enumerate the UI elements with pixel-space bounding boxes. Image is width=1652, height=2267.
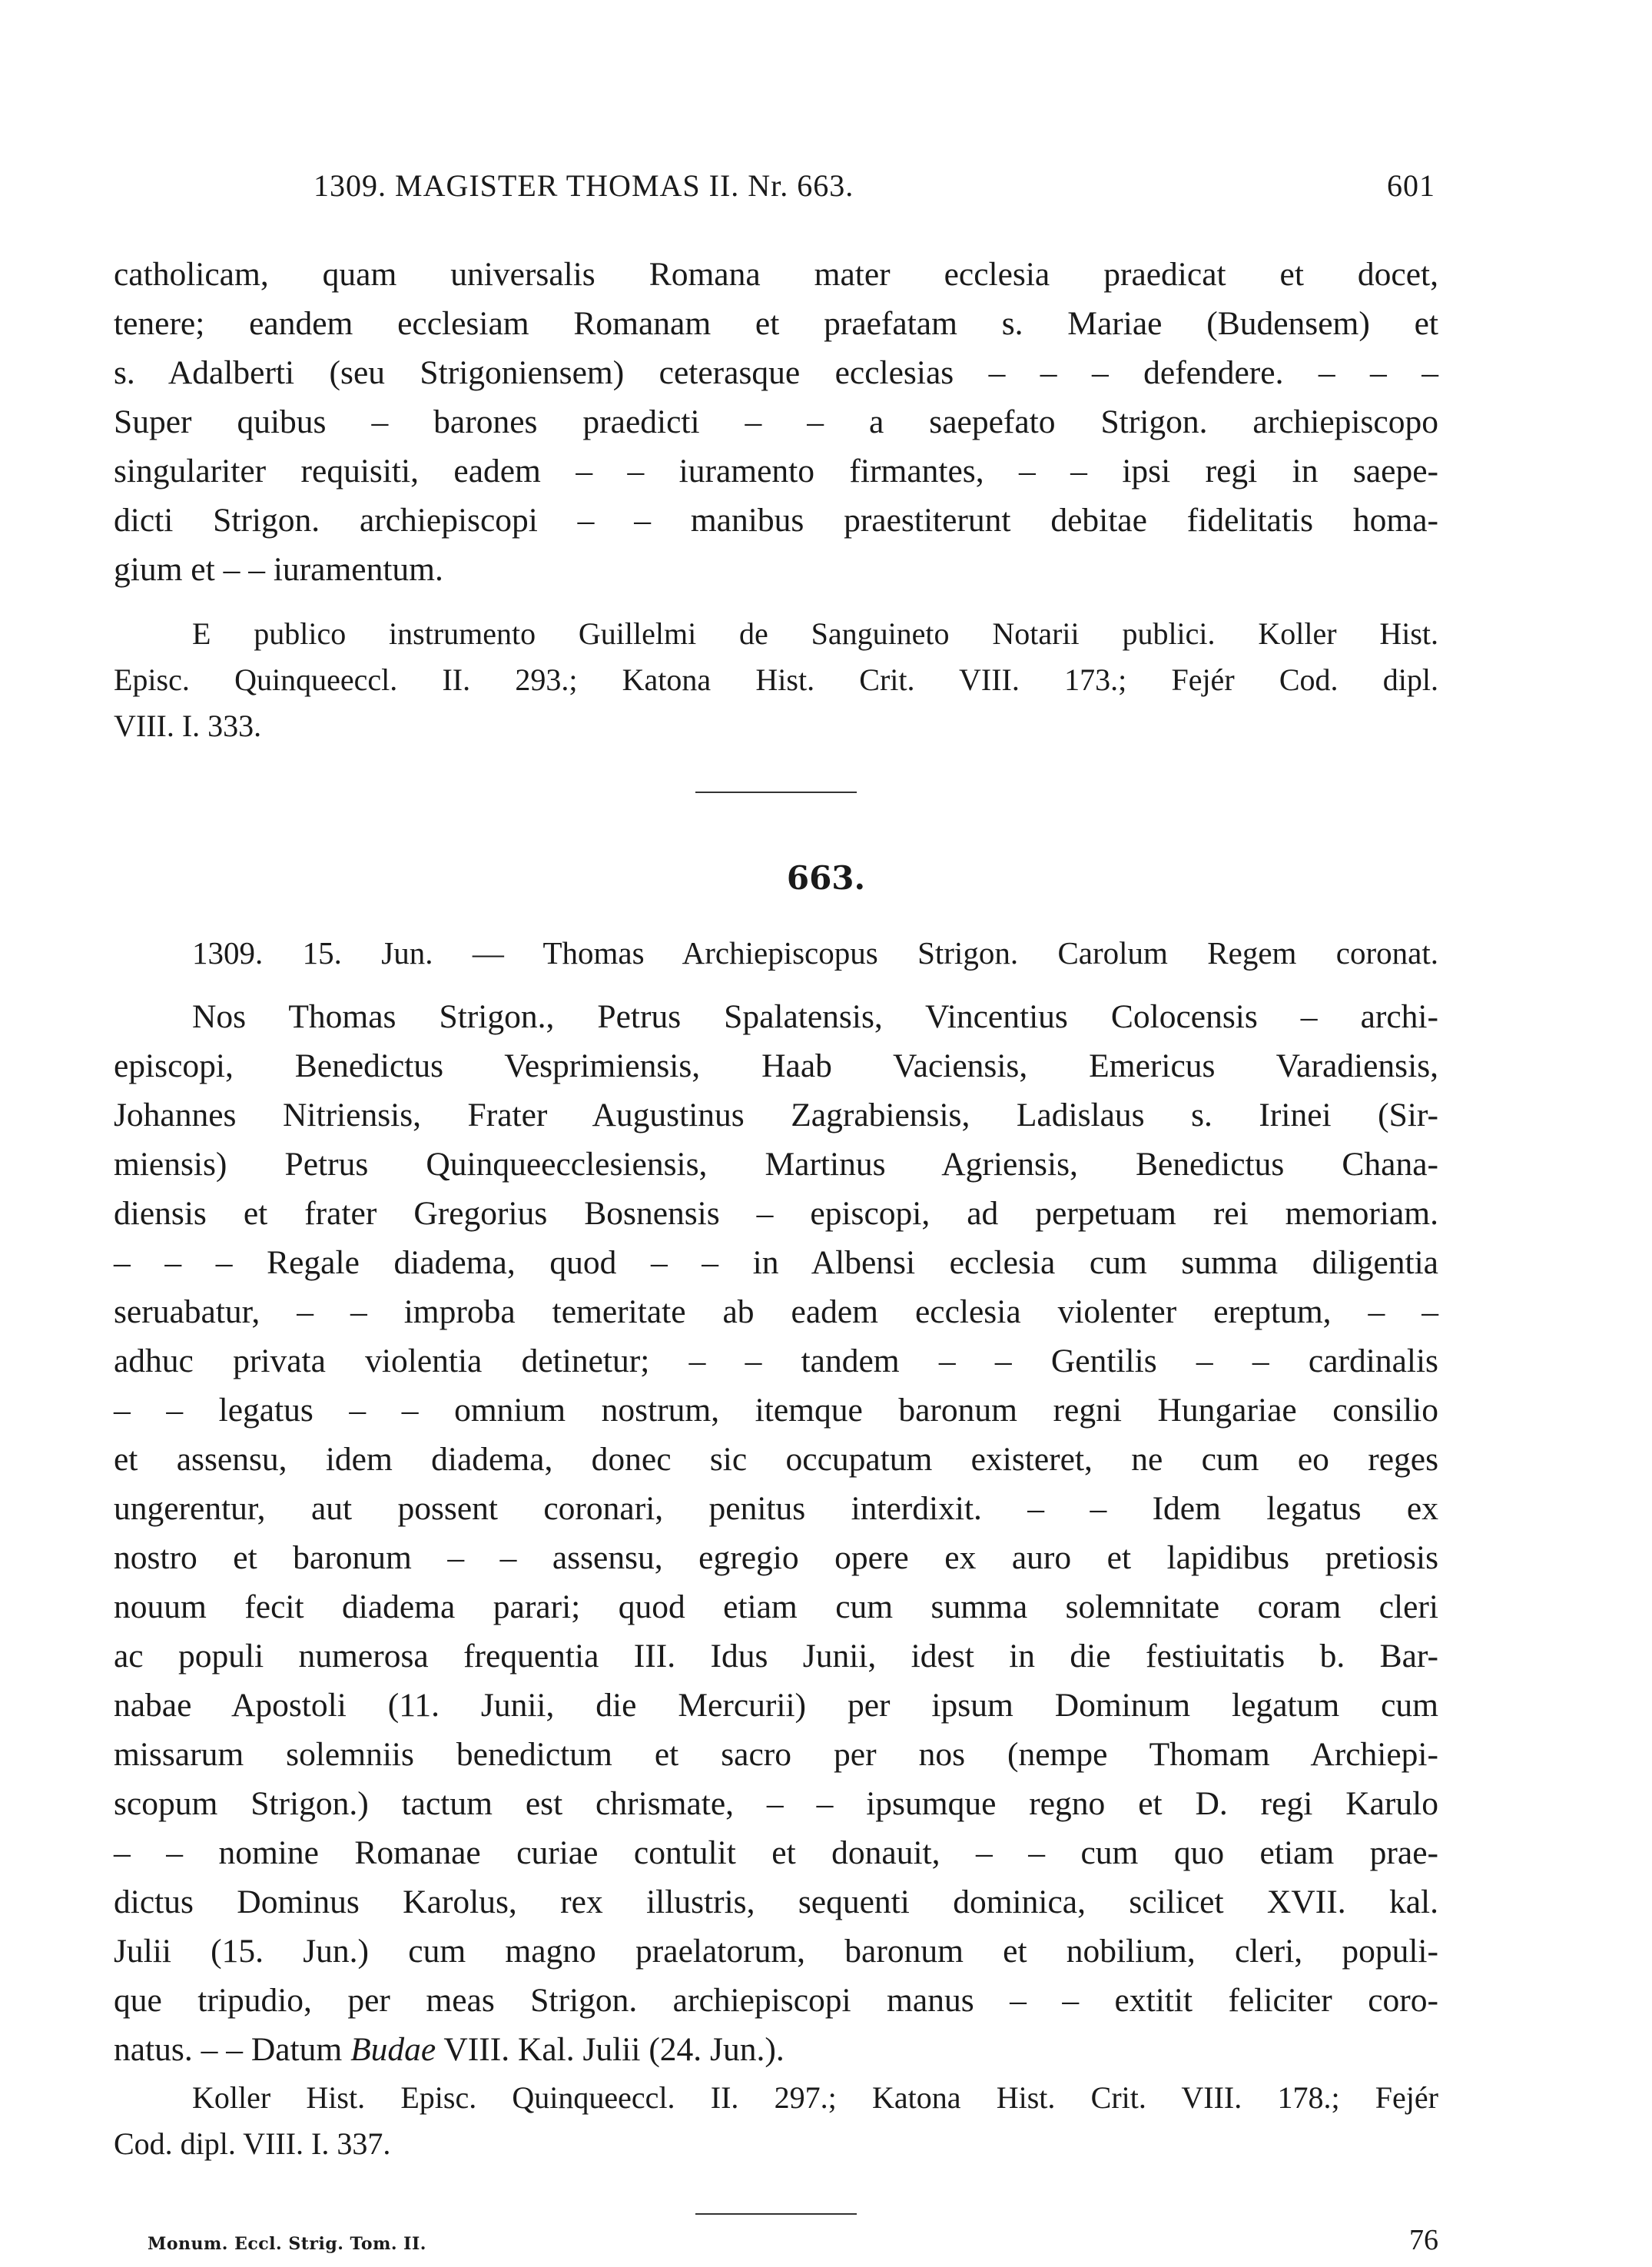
text-line: adhuc privata violentia detinetur; – – tandem – – Gentilis – – cardinalis <box>114 1343 1438 1379</box>
text-line: Nos Thomas Strigon., Petrus Spalatensis, Vincentius Colocensis – archi- <box>192 998 1438 1035</box>
page-number: 601 <box>1387 168 1435 203</box>
footer-rule <box>695 2213 857 2215</box>
text-line: – – nomine Romanae curiae contulit et donauit, – – cum quo etiam prae- <box>114 1834 1438 1871</box>
text-line: seruabatur, – – improba temeritate ab eadem ecclesia violenter ereptum, – – <box>114 1293 1438 1330</box>
source-line: Episc. Quinqueeccl. II. 293.; Katona Hist. Crit. VIII. 173.; Fejér Cod. dipl. <box>114 662 1438 697</box>
running-title: 1309. MAGISTER THOMAS II. Nr. 663. <box>313 168 854 203</box>
text-line: s. Adalberti (seu Strigoniensem) ceterasque ecclesias – – – defendere. – – – <box>114 354 1438 391</box>
text-line: que tripudio, per meas Strigon. archiepiscopi manus – – extitit feliciter coro- <box>114 1982 1438 2019</box>
text-line: Johannes Nitriensis, Frater Augustinus Zagrabiensis, Ladislaus s. Irinei (Sir- <box>114 1097 1438 1134</box>
dating-clause-end: VIII. Kal. Julii (24. Jun.). <box>436 2031 785 2068</box>
text-line: tenere; eandem ecclesiam Romanam et praefatam s. Mariae (Budensem) et <box>114 305 1438 342</box>
text-line: nabae Apostoli (11. Junii, die Mercurii) per ipsum Dominum legatum cum <box>114 1687 1438 1724</box>
text-line: nouum fecit diadema parari; quod etiam cum summa solemnitate coram cleri <box>114 1588 1438 1625</box>
text-line: – – – Regale diadema, quod – – in Albensi ecclesia cum summa diligentia <box>114 1244 1438 1281</box>
text-line: scopum Strigon.) tactum est chrismate, – – ipsumque regno et D. regi Karulo <box>114 1785 1438 1822</box>
dating-clause-start: natus. – – Datum <box>114 2031 351 2068</box>
text-line: dicti Strigon. archiepiscopi – – manibus praestiterunt debitae fidelitatis homa- <box>114 502 1438 539</box>
sheet-number: 76 <box>1409 2224 1438 2256</box>
text-line: nostro et baronum – – assensu, egregio opere ex auro et lapidibus pretiosis <box>114 1539 1438 1576</box>
text-line: episcopi, Benedictus Vesprimiensis, Haab Vaciensis, Emericus Varadiensis, <box>114 1047 1438 1084</box>
document-number: 663. <box>786 859 866 897</box>
source-line: E publico instrumento Guillelmi de Sanguineto Notarii publici. Koller Hist. <box>192 616 1438 651</box>
text-line: gium et – – iuramentum. <box>114 551 443 588</box>
text-line: Super quibus – barones praedicti – – a saepefato Strigon. archiepiscopo <box>114 403 1438 440</box>
source-line: VIII. I. 333. <box>114 709 262 743</box>
text-line: missarum solemniis benedictum et sacro per nos (nempe Thomam Archiepi- <box>114 1736 1438 1773</box>
text-line: et assensu, idem diadema, donec sic occupatum existeret, ne cum eo reges <box>114 1441 1438 1478</box>
text-line: ungerentur, aut possent coronari, penitus interdixit. – – Idem legatus ex <box>114 1490 1438 1527</box>
document-regest: 1309. 15. Jun. — Thomas Archiepiscopus Strigon. Carolum Regem coronat. <box>192 935 1438 971</box>
text-line: singulariter requisiti, eadem – – iuramento firmantes, – – ipsi regi in saepe- <box>114 453 1438 490</box>
text-line-final <box>114 2025 1438 2074</box>
text-line: dictus Dominus Karolus, rex illustris, sequenti dominica, scilicet XVII. kal. <box>114 1884 1438 1920</box>
text-line: ac populi numerosa frequentia III. Idus Junii, idest in die festiuitatis b. Bar- <box>114 1638 1438 1675</box>
previous-document-text <box>114 250 1438 594</box>
text-line: miensis) Petrus Quinqueecclesiensis, Martinus Agriensis, Benedictus Chana- <box>114 1146 1438 1183</box>
text-line: – – legatus – – omnium nostrum, itemque baronum regni Hungariae consilio <box>114 1392 1438 1429</box>
text-line: catholicam, quam universalis Romana mater ecclesia praedicat et docet, <box>114 256 1438 293</box>
source-line: Koller Hist. Episc. Quinqueeccl. II. 297.; Katona Hist. Crit. VIII. 178.; Fejér <box>192 2080 1438 2115</box>
document-source <box>114 2075 1438 2167</box>
text-line: Julii (15. Jun.) cum magno praelatorum, baronum et nobilium, cleri, populi- <box>114 1933 1438 1970</box>
page-header <box>114 168 1435 214</box>
place-name: Budae <box>350 2031 436 2068</box>
separator-rule <box>695 792 857 793</box>
footer-signature: Monum. Eccl. Strig. Tom. II. <box>148 2234 426 2254</box>
source-line: Cod. dipl. VIII. I. 337. <box>114 2126 391 2161</box>
document-text <box>114 992 1438 2074</box>
text-line: diensis et frater Gregorius Bosnensis – episcopi, ad perpetuam rei memoriam. <box>114 1195 1438 1232</box>
previous-document-source <box>114 611 1438 749</box>
